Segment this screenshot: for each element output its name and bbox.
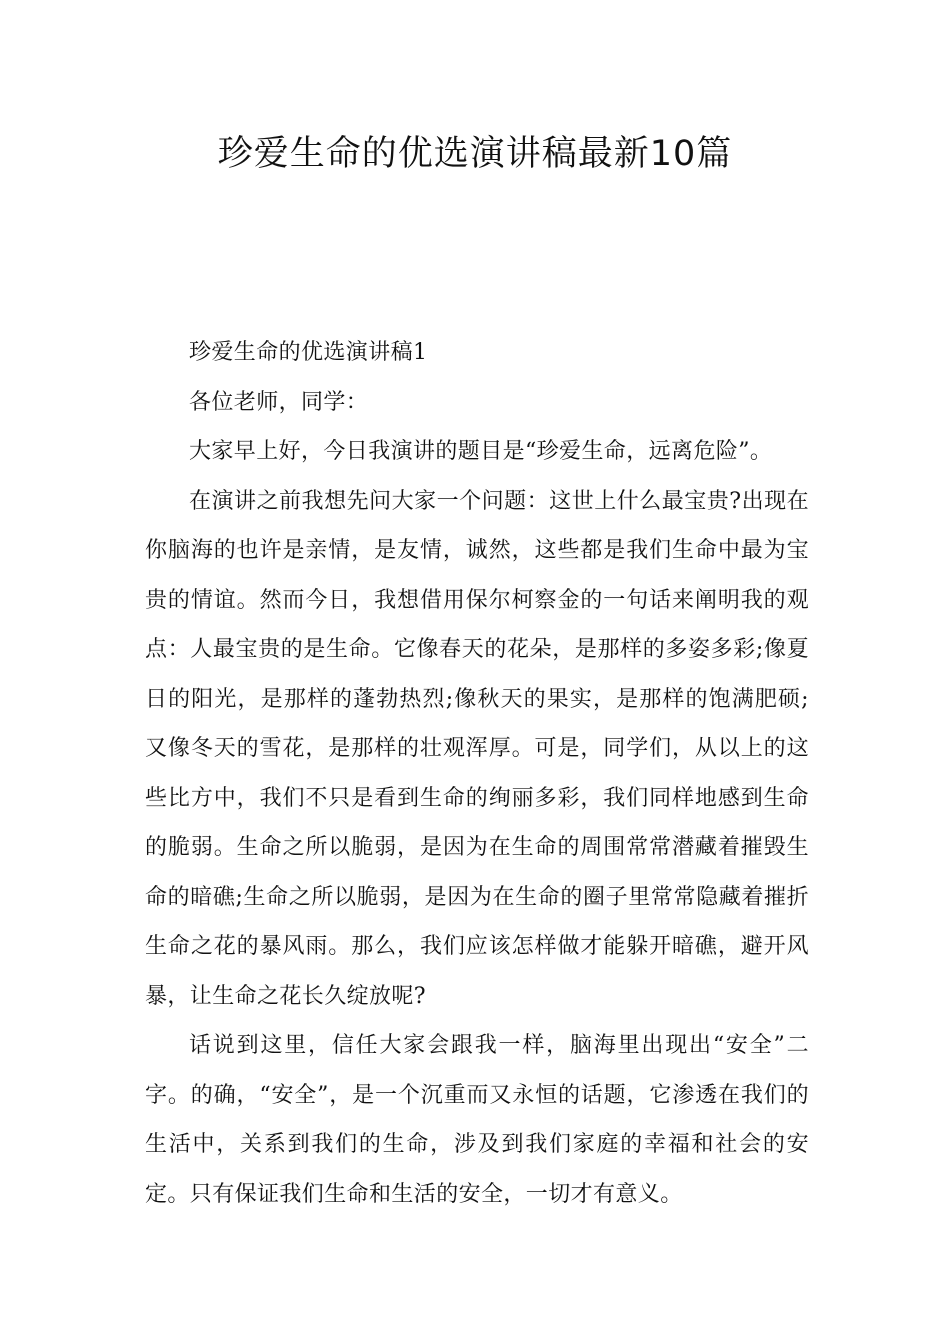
salutation-paragraph: 各位老师，同学： (189, 389, 369, 415)
opening-paragraph: 大家早上好，今日我演讲的题目是“珍爱生命，远离危险”。 (189, 439, 773, 464)
section-heading: 珍爱生命的优选演讲稿1 (189, 340, 428, 365)
body-paragraph: 话说到这里，信任大家会跟我一样，脑海里出现出“安全”二字。的确，“安全”，是一个沉重而又永恒的话题，它渗透在我们的生活中，关系到我们的生命，涉及到我们家庭的幸福和社会的安定。只有保证我们生命和生活的安全，一切才有意义。 (145, 1033, 809, 1207)
document-title: 珍爱生命的优选演讲稿最新10篇 (217, 134, 733, 174)
body-paragraph: 在演讲之前我想先问大家一个问题：这世上什么最宝贵?出现在你脑海的也许是亲情，是友情，诚然，这些都是我们生命中最为宝贵的情谊。然而今日，我想借用保尔柯察金的一句话来阐明我的观点：人最宝贵的是生命。它像春天的花朵，是那样的多姿多彩;像夏日的阳光，是那样的蓬勃热烈;像秋天的果实，是那样的饱满肥硕;又像冬天的雪花，是那样的壮观浑厚。可是，同学们，从以上的这些比方中，我们不只是看到生命的绚丽多彩，我们同样地感到生命的脆弱。生命之所以脆弱，是因为在生命的周围常常潜藏着摧毁生命的暗礁;生命之所以脆弱，是因为在生命的圈子里常常隐藏着摧折生命之花的暴风雨。那么，我们应该怎样做才能躲开暗礁，避开风暴，让生命之花长久绽放呢? (145, 488, 809, 1009)
document-body (145, 328, 809, 1219)
